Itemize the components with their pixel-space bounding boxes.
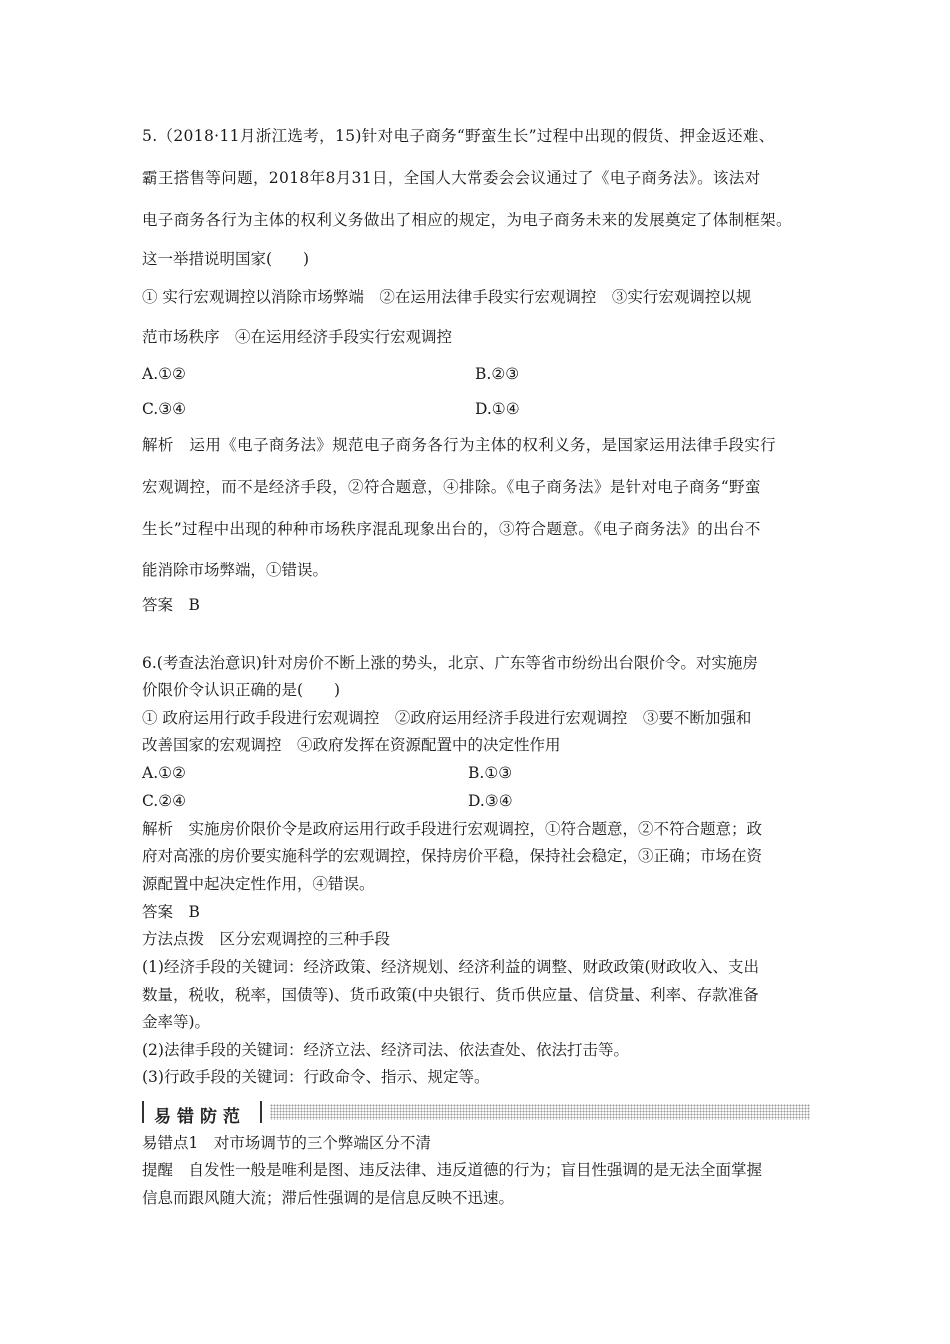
q5-stem-line-3: 电子商务各行为主体的权利义务做出了相应的规定，为电子商务未来的发展奠定了体制框架。: [142, 211, 792, 229]
section-header: [142, 1098, 810, 1128]
method-line-2: 数量，税收，税率，国债等)、货币政策(中央银行、货币供应量、信贷量、利率、存款准备: [142, 986, 759, 1004]
q5-stem-line-4: 这一举措说明国家( ): [142, 250, 310, 268]
method-title: 方法点拨 区分宏观调控的三种手段: [142, 930, 391, 948]
q5-statements-line-1: ① 实行宏观调控以消除市场弊端 ②在运用法律手段实行宏观调控 ③实行宏观调控以规: [142, 288, 752, 306]
q5-option-a: A.①②: [142, 365, 186, 383]
q6-option-a: A.①②: [142, 764, 186, 782]
q6-stem-line-1: 6.(考查法治意识)针对房价不断上涨的势头，北京、广东等省市纷纷出台限价令。对实施房: [142, 654, 758, 672]
q6-option-b: B.①③: [468, 764, 513, 782]
method-line-3: 金率等)。: [142, 1013, 211, 1031]
method-line-5: (3)行政手段的关键词：行政命令、指示、规定等。: [142, 1068, 490, 1086]
q6-analysis-line-1: 解析 实施房价限价令是政府运用行政手段进行宏观调控，①符合题意，②不符合题意；政: [142, 820, 763, 838]
q5-option-c: C.③④: [142, 400, 187, 418]
reminder-line-2: 信息而跟风随大流；滞后性强调的是信息反映不迅速。: [142, 1189, 515, 1207]
q6-statements-line-2: 改善国家的宏观调控 ④政府发挥在资源配置中的决定性作用: [142, 736, 561, 754]
section-bar-left: [142, 1101, 144, 1123]
q5-analysis-line-2: 宏观调控，而不是经济手段，②符合题意，④排除。《电子商务法》是针对电子商务“野蛮: [142, 478, 761, 496]
q5-option-d: D.①④: [475, 400, 520, 418]
q5-statements-line-2: 范市场秩序 ④在运用经济手段实行宏观调控: [142, 328, 453, 346]
reminder-line-1: 提醒 自发性一般是唯利是图、违反法律、违反道德的行为；盲目性强调的是无法全面掌握: [142, 1161, 763, 1179]
q5-analysis-line-1: 解析 运用《电子商务法》规范电子商务各行为主体的权利义务，是国家运用法律手段实行: [142, 436, 777, 454]
section-title: 易错防范: [154, 1107, 246, 1127]
section-bar-right: [260, 1101, 262, 1123]
q6-stem-line-2: 价限价令认识正确的是( ): [142, 681, 341, 699]
q5-option-b: B.②③: [475, 365, 520, 383]
q6-analysis-line-3: 源配置中起决定性作用，④错误。: [142, 875, 375, 893]
q6-analysis-line-2: 府对高涨的房价要实施科学的宏观调控，保持房价平稳，保持社会稳定，③正确；市场在资: [142, 847, 763, 865]
q6-statements-line-1: ① 政府运用行政手段进行宏观调控 ②政府运用经济手段进行宏观调控 ③要不断加强和: [142, 709, 752, 727]
q5-stem-line-2: 霸王搭售等问题，2018年8月31日，全国人大常委会会议通过了《电子商务法》。该法对: [142, 169, 761, 187]
q6-option-d: D.③④: [468, 792, 513, 810]
q5-analysis-line-4: 能消除市场弊端，①错误。: [142, 561, 329, 579]
method-line-4: (2)法律手段的关键词：经济立法、经济司法、依法查处、依法打击等。: [142, 1041, 629, 1059]
method-line-1: (1)经济手段的关键词：经济政策、经济规划、经济利益的调整、财政政策(财政收入、支出: [142, 958, 760, 976]
error-point-title: 易错点1 对市场调节的三个弊端区分不清: [142, 1134, 431, 1152]
section-dotted-rule: [270, 1104, 810, 1120]
q6-option-c: C.②④: [142, 792, 187, 810]
q5-answer: 答案 B: [142, 596, 200, 614]
q5-analysis-line-3: 生长”过程中出现的种种市场秩序混乱现象出台的，③符合题意。《电子商务法》的出台不: [142, 520, 761, 538]
q6-answer: 答案 B: [142, 903, 200, 921]
q5-stem-line-1: 5.（2018·11月浙江选考，15)针对电子商务“野蛮生长”过程中出现的假货、押金返还难、: [142, 127, 775, 145]
